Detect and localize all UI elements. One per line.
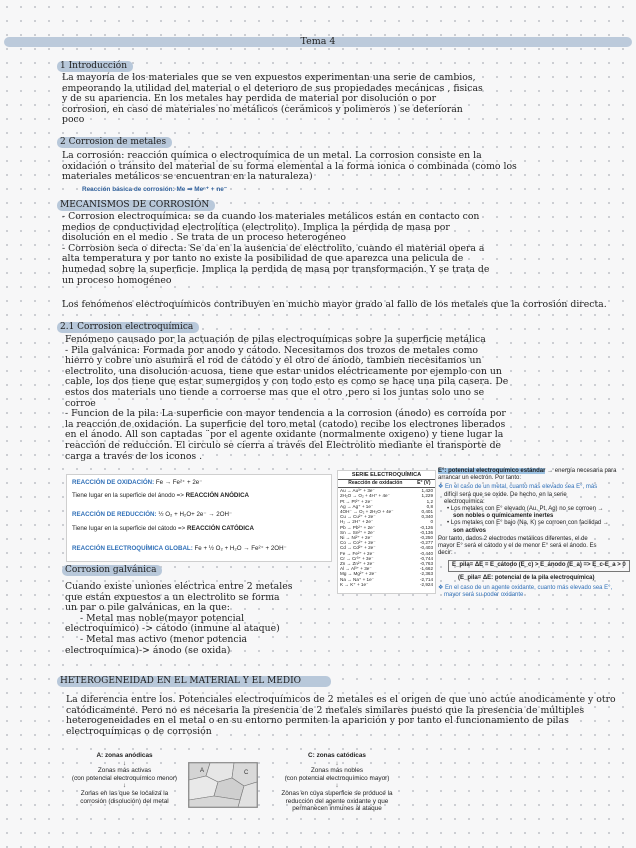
series-potential-cell: -1,662: [419, 566, 433, 572]
anode-marker: A: [200, 768, 205, 774]
text-line: un par o pile galvánicas, en la que:: [65, 602, 230, 614]
zone-text: reducción del agente oxidante y que: [285, 797, 389, 805]
series-reaction-cell: H₂ → 2H⁺ + 2e⁻: [340, 519, 374, 525]
text-line: cable, los dos tiene que estar sumergidos y con todo esto es como se hace una pila casera. De: [65, 376, 509, 388]
global-reaction: REACCIÓN ELECTROQUÍMICA GLOBAL: Fe + ½ O₂ + H₂O → Fe²⁺ + 2OH⁻: [72, 545, 287, 552]
series-potential-cell: -2,363: [419, 571, 433, 577]
text-line: empeorando la utilidad del material o el deterioro de sus propiedades mecánicas , fisicas: [62, 82, 483, 94]
note-line: son activos: [453, 527, 487, 534]
series-reaction-cell: 2H₂O → O₂ + 4H⁺ + 4e⁻: [340, 493, 391, 499]
text-line: La diferencia entre los. Potenciales electroquímicos de 2 metales es el origen de que uno actúe anodicamente y otro: [66, 694, 616, 705]
text-line: electrolito, una disolución acuosa, tiene que estar unidos eléctricamente por ejemplo con un: [65, 365, 502, 377]
text-line: estos dos materials uno tiende a corroerse mas que el otro ,pero si los juntas solo uno se: [65, 386, 485, 398]
text-line: en el ánodo. All son captadas ¨por el agente oxidante (normalmente oxigeno) y tiene lugar la: [65, 429, 504, 441]
text-line: La mayoría de los materiales que se ven expuestos experimentan una serie de cambios,: [62, 72, 476, 83]
series-potential-cell: 0,401: [421, 509, 433, 515]
text-line: la reacción de oxidación. La superficie del toro metal (catodo) recibe los electrones liberados: [65, 418, 506, 430]
note-line: electroquímica:: [444, 498, 485, 505]
series-reaction-cell: Sn → Sn²⁺ + 2e⁻: [340, 529, 376, 535]
note-line: • Los metales con E° bajo (Na, K) se corroen con facilidad →: [447, 520, 609, 527]
series-reaction-cell: Ag → Ag⁺ + 1e⁻: [340, 503, 374, 509]
anodic-zones-title: A: zonas anódicas: [96, 752, 153, 759]
series-potential-cell: 0,8: [426, 503, 433, 509]
text-line: electroquímicas o de corrosión: [66, 725, 212, 737]
pila-formula: E_pila= ΔE = E_cátodo (E_c) > E_ánodo (E_a) => E_c-E_a > 0: [448, 560, 630, 571]
text-line: reacción de reducción. El circulo se cierra a través del Electrolito mediante el transporte de: [65, 439, 502, 451]
series-potential-cell: 0,340: [421, 514, 433, 520]
text-line: materiales metálicos se encuentran en la naturaleza): [62, 171, 313, 183]
arrow-icon: ↓: [335, 759, 339, 767]
heterogeneidad-paragraph: [66, 695, 616, 737]
potential-note: [438, 468, 630, 599]
zone-text: permanecen inmunes al ataque: [292, 805, 382, 813]
series-potential-cell: -2,714: [419, 576, 433, 582]
series-reaction-cell: Cu → Cu²⁺ + 2e⁻: [340, 514, 376, 520]
note-line: ❖ En el caso de un agente oxidante, cuanto más elevado sea E°,: [438, 584, 613, 591]
series-table-body: [338, 488, 435, 587]
text-line: disolución en el medio . Se trata de un proceso heterogéneo: [62, 232, 347, 244]
text-line: y de su apariencia. En los metales hay perdida de material por disolución o por: [62, 93, 437, 105]
series-reaction-cell: Zn → Zn²⁺ + 2e⁻: [340, 561, 375, 567]
oxidation-note: Tiene lugar en la superficie del ánodo => REACCIÓN ANÓDICA: [72, 492, 250, 499]
series-col-potential: E° (V): [413, 480, 435, 488]
text-line: - Pila galvánica: Formada por anodo y cátodo. Necesitamos dos trozos de metales como: [65, 344, 479, 356]
note-line: ❖ En el caso de un metal, cuanto más elevado sea E°, más: [438, 484, 598, 491]
grain-structure-illustration: [188, 762, 258, 808]
cathodic-zones-title: C: zonas catódicas: [308, 752, 366, 759]
note-line: mayor será su poder oxidante: [444, 592, 524, 599]
series-row: [338, 582, 435, 587]
series-potential-cell: 1,229: [421, 493, 433, 499]
note-line: E°: potencial electroquímico estándar → energía necesaria para: [438, 468, 617, 474]
electrochemical-series-table: [337, 470, 436, 594]
series-reaction-cell: 4OH⁻ → O₂ + 2H₂O + 4e⁻: [340, 509, 394, 515]
section-heading-galvanica: Corrosion galvánica: [62, 565, 162, 576]
note-line: difícil será que se oxide. De hecho, en la serie: [444, 491, 567, 498]
text-line: electroquímico) -> cátodo (inmune al ataque): [65, 623, 280, 635]
text-line: La corrosión: reacción química o electroquímica de un metal. La corrosion consiste en la: [62, 150, 482, 161]
text-line: Fenómeno causado por la actuación de pilas electroquímicas sobre la superficie metálica: [65, 334, 486, 345]
series-potential-cell: -0,250: [419, 535, 433, 541]
series-potential-cell: -0,744: [419, 555, 433, 561]
section-heading-heterogeneidad: HETEROGENEIDAD EN EL MATERIAL Y EL MEDIO: [57, 676, 331, 687]
note-line: arrancar un electrón. Por tanto:: [438, 475, 522, 482]
text-line: poco: [62, 114, 85, 126]
text-line: hierro y cobre uno asumirá el rod de cátodo y el otro de ánodo, tambien necesitamos un: [65, 355, 482, 367]
electroquimica-paragraph: [65, 335, 508, 462]
arrow-icon: ↓: [335, 782, 339, 790]
section-heading-corrosion-electroquimica: 2.1 Corrosion electroquímica: [57, 322, 199, 333]
series-potential-cell: -0,126: [419, 524, 433, 530]
text-line: - Metal mas noble(mayor potencial: [80, 612, 245, 624]
series-reaction-cell: K → K⁺ + 1e⁻: [340, 581, 369, 587]
zone-text: (con potencial electroquímico menor): [71, 774, 178, 782]
note-line: Por tanto, dados 2 electrodos metálicos diferentes, el de: [438, 535, 588, 542]
series-table-title: SERIE ELECTROQUÍMICA: [338, 471, 435, 480]
series-reaction-cell: Ni → Ni²⁺ + 2e⁻: [340, 535, 373, 541]
intro-paragraph: [62, 73, 483, 126]
text-line: humedad sobre la superficie. Implica la perdida de masa por transformación. Y se trata de: [62, 263, 490, 275]
basic-reaction: Reacción básica de corrosión: Me ⇒ Meⁿ⁺ + ne⁻: [82, 186, 228, 193]
series-potential-cell: -0,440: [419, 550, 433, 556]
zone-text: Zonas más activas: [97, 767, 152, 775]
text-line: heterogeneidades en el metal o en su entorno permiten la aparición y por tanto el funcionamiento de pilas: [66, 715, 569, 727]
text-line: - Metal mas activo (menor potencia: [80, 633, 248, 645]
text-line: corrosion, en caso de materiales no metálicos (cerámicos y polimeros ) se deterioran: [62, 103, 463, 115]
text-line: electroquímica)-> ánodo (se oxida): [65, 644, 231, 656]
mecanismos-paragraph: [62, 212, 489, 286]
series-reaction-cell: Cd → Cd²⁺ + 2e⁻: [340, 545, 376, 551]
series-reaction-cell: Al → Al³⁺ + 3e⁻: [340, 566, 372, 572]
text-line: carga a través de los iconos .: [65, 450, 203, 462]
series-potential-cell: 1,2: [426, 498, 433, 504]
corrosion-paragraph: [62, 151, 517, 183]
series-potential-cell: -0,277: [419, 540, 433, 546]
section-heading-mecanismos: MECANISMOS DE CORROSIÓN: [57, 200, 215, 211]
text-line: corroe: [65, 397, 96, 409]
text-line: - Corrosion seca o directa: Se da en la ausencia de electrolito, cuando el material opera a: [62, 242, 485, 254]
page-title: Tema 4: [300, 36, 336, 47]
text-line: alta temperatura y por tanto no existe la posibilidad de que aparezca una pelicula de: [62, 253, 464, 265]
anodic-zones-label: [62, 752, 187, 805]
text-line: catódicamente. Pero no es necesaria la presencia de 2 metales similares puesto que la presencia de múltiples: [66, 704, 585, 716]
text-line: un proceso homogéneo: [62, 274, 172, 286]
text-line: que están expuestos a un electrolito se forma: [65, 591, 280, 603]
series-potential-cell: -0,763: [419, 561, 433, 567]
series-reaction-cell: Mg → Mg²⁺ + 2e⁻: [340, 571, 377, 577]
text-line: - Funcion de la pila: La superficie con mayor tendencia a la corrosion (ánodo) es corroída por: [65, 408, 506, 420]
series-reaction-cell: Pt → Pt²⁺ + 2e⁻: [340, 498, 373, 504]
oxidation-reaction: REACCIÓN DE OXIDACIÓN: Fe → Fe²⁺ + 2e⁻: [72, 479, 203, 486]
series-potential-cell: 1,420: [421, 488, 433, 494]
text-line: Cuando existe uniones eléctrica entre 2 metales: [65, 581, 293, 592]
note-line: mayor E° será el cátodo y el de menor E° será el ánodo. Es: [438, 543, 597, 550]
zone-text: Zonas en cuya superficie se produce la: [281, 789, 393, 797]
section-heading-introduccion: 1 Introducción: [57, 61, 133, 72]
text-line: medios de conductividad electrolítica (electrolito). Implica la pérdida de masa por: [62, 221, 450, 233]
zone-text: (con potencial electroquímico mayor): [284, 774, 390, 782]
zone-text: Zonas en las que se localiza la: [80, 789, 169, 797]
cathodic-zones-label: [262, 752, 412, 813]
zone-text: corrosión (disolución) del metal: [80, 797, 169, 805]
series-potential-cell: -0,136: [419, 529, 433, 535]
series-reaction-cell: Au → Au³⁺ + 3e⁻: [340, 488, 375, 494]
text-line: oxidación o tránsito del material de su forma elemental a la forma ionica o combinada (como los: [62, 160, 517, 172]
note-line: son nobles o químicamente inertes: [453, 513, 554, 520]
series-reaction-cell: Cr → Cr³⁺ + 3e⁻: [340, 555, 374, 561]
reactions-box: [66, 474, 332, 562]
series-potential-cell: -2,924: [419, 581, 433, 587]
series-col-reaction: Reacción de oxidación: [338, 480, 413, 488]
series-reaction-cell: Na → Na⁺ + 1e⁻: [340, 576, 375, 582]
arrow-icon: ↓: [122, 782, 127, 790]
note-line: decir:: [438, 550, 453, 557]
series-reaction-cell: Pb → Pb²⁺ + 2e⁻: [340, 524, 376, 530]
arrow-icon: ↓: [122, 759, 127, 767]
series-reaction-cell: Co → Co²⁺ + 2e⁻: [340, 540, 376, 546]
mecanismos-summary: Los fenómenos electroquímicos contribuyen en mucho mayor grado al fallo de los metales que la corrosión directa.: [62, 299, 607, 310]
series-potential-cell: -0,403: [419, 545, 433, 551]
series-reaction-cell: Fe → Fe²⁺ + 2e⁻: [340, 550, 375, 556]
zone-text: Zonas más nobles: [310, 767, 364, 775]
note-line: (E_pila= ΔE: potencial de la pila electroquímica): [458, 574, 595, 581]
text-line: - Corrosion electroquímica: se da cuando los materiales metálicos están en contacto con: [62, 211, 480, 222]
series-potential-cell: 0: [430, 519, 433, 525]
galvanica-paragraph: [65, 582, 292, 656]
section-heading-corrosion: 2 Corrosion de metales: [57, 137, 172, 148]
reduction-reaction: REACCIÓN DE REDUCCIÓN: ½ O₂ + H₂O+ 2e⁻ → 2OH⁻: [72, 511, 233, 518]
reduction-note: Tiene lugar en la superficie del cátodo => REACCIÓN CATÓDICA: [72, 525, 254, 532]
note-line: • Los metales con E° elevado (Au, Pt, Ag) no se corroen →: [447, 506, 604, 513]
cathode-marker: C: [244, 770, 249, 776]
